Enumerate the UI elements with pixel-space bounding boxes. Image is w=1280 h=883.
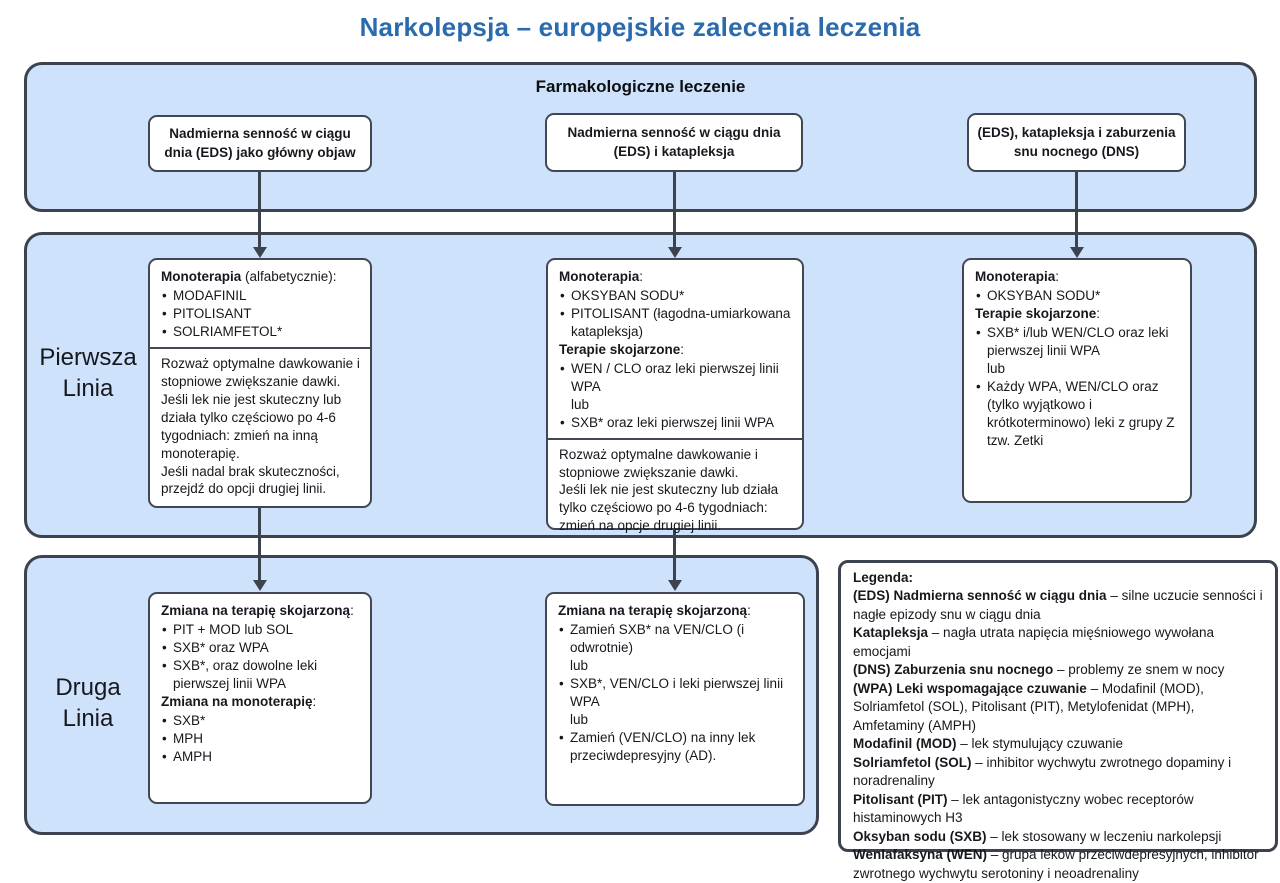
monotherapy-list <box>559 287 793 341</box>
symptom-box-eds-main <box>148 115 372 172</box>
note-line: Jeśli nadal brak skuteczności, przejdź do opcji drugiej linii. <box>161 463 340 497</box>
list-item: • SXB*, oraz dowolne leki pierwszej linii WPA <box>161 657 361 693</box>
first-line-box-eds <box>148 258 372 508</box>
list-item: • SXB* i/lub WEN/CLO oraz leki pierwszej linii WPA lub <box>975 324 1181 378</box>
monotherapy-section <box>150 260 370 349</box>
first-line-label: Pierwsza Linia <box>39 344 137 402</box>
combination-heading: Terapie skojarzone: <box>975 305 1101 321</box>
list-item: • PITOLISANT <box>161 305 361 323</box>
combination-list <box>161 621 361 693</box>
therapy-options-section <box>964 260 1190 456</box>
list-item: • OKSYBAN SODU* <box>975 287 1181 305</box>
legend-entry-pit: Pitolisant (PIT) – lek antagonistyczny wobec receptorów histaminowych H3 <box>853 791 1194 826</box>
list-item: • MPH <box>161 730 361 748</box>
note-line: Jeśli lek nie jest skuteczny lub działa tylko częściowo po 4-6 tygodniach: zmień na inną monoterapię. <box>161 391 342 461</box>
list-item: • MODAFINIL <box>161 287 361 305</box>
combination-heading: Terapie skojarzone: <box>559 341 685 357</box>
arrow-eds-to-firstline <box>258 172 261 248</box>
legend-entry-mod: Modafinil (MOD) – lek stymulujący czuwanie <box>853 736 1124 752</box>
monotherapy-heading: Monoterapia: <box>559 269 644 284</box>
arrow-eds-dns-to-firstline <box>1075 172 1078 248</box>
symptom-box-eds-cataplexy-text: Nadmierna senność w ciągu dnia (EDS) i katapleksja <box>567 124 781 159</box>
or-connector: lub <box>570 711 589 727</box>
switch-options-section <box>150 594 370 772</box>
list-item: • SXB*, VEN/CLO i leki pierwszej linii WPA lub <box>558 675 794 729</box>
first-line-box-eds-cataplexy <box>546 258 804 534</box>
combination-list <box>558 621 794 765</box>
legend-entry-sol: Solriamfetol (SOL) – inhibitor wychwytu zwrotnego dopaminy i noradrenaliny <box>853 754 1232 789</box>
monotherapy-list <box>161 287 361 341</box>
legend-heading: Legenda: <box>853 570 914 585</box>
second-line-box-eds <box>148 592 372 804</box>
or-connector: lub <box>570 657 589 673</box>
legend-entry-wen: Wenlafaksyna (WEN) – grupa leków przeciwdepresyjnych, inhibitor zwrotnego wychwytu serotoniny i neoadrenaliny <box>853 847 1259 881</box>
dosing-note <box>150 349 370 507</box>
symptom-box-eds-dns-text: (EDS), katapleksja i zaburzenia snu nocnego (DNS) <box>977 124 1176 159</box>
list-item: • Zamień (VEN/CLO) na inny lek przeciwdepresyjny (AD). <box>558 729 794 765</box>
therapy-options-section <box>548 260 802 440</box>
legend-entry-wpa: (WPA) Leki wspomagające czuwanie – Modafinil (MOD), Solriamfetol (SOL), Pitolisant (PIT), Metylofenidat (MPH), Amfetaminy (AMPH) <box>853 680 1204 733</box>
page-title: Narkolepsja – europejskie zalecenia leczenia <box>359 12 921 42</box>
list-item: • AMPH <box>161 748 361 766</box>
legend-entry-cataplexy: Katapleksja – nagła utrata napięcia mięśniowego wywołana emocjami <box>853 625 1214 659</box>
note-line: Rozważ optymalne dawkowanie i stopniowe zwiększanie dawki. <box>559 446 758 480</box>
or-connector: lub <box>571 396 590 412</box>
list-item: • OKSYBAN SODU* <box>559 287 793 305</box>
list-item: • SXB* oraz leki pierwszej linii WPA <box>559 414 793 432</box>
arrow-eds-cataplexy-to-firstline <box>673 172 676 248</box>
list-item: • Każdy WPA, WEN/CLO oraz (tylko wyjątkowo i krótkoterminowo) leki z grupy Z tzw. Zetki <box>975 378 1181 450</box>
combination-switch-heading: Zmiana na terapię skojarzoną: <box>161 603 354 618</box>
monotherapy-list <box>161 712 361 766</box>
monotherapy-heading: Monoterapia (alfabetycznie): <box>161 269 337 284</box>
first-line-box-eds-dns <box>962 258 1192 503</box>
combination-switch-heading: Zmiana na terapię skojarzoną: <box>558 603 751 618</box>
list-item: • PITOLISANT (łagodna-umiarkowana katapleksja) <box>559 305 793 341</box>
second-line-label: Druga Linia <box>55 674 121 732</box>
list-item: • SOLRIAMFETOL* <box>161 323 361 341</box>
list-item: • SXB* <box>161 712 361 730</box>
list-item: • WEN / CLO oraz leki pierwszej linii WPA lub <box>559 360 793 414</box>
symptom-box-eds-cataplexy <box>545 113 803 172</box>
dosing-note <box>548 440 802 544</box>
list-item: • PIT + MOD lub SOL <box>161 621 361 639</box>
list-item: • SXB* oraz WPA <box>161 639 361 657</box>
combination-list <box>559 360 793 432</box>
monotherapy-list <box>975 287 1181 305</box>
note-line: Rozważ optymalne dawkowanie i stopniowe zwiększanie dawki. <box>161 355 360 389</box>
switch-options-section <box>547 594 803 771</box>
symptom-box-eds-dns <box>967 113 1186 172</box>
symptom-box-eds-main-text: Nadmierna senność w ciągu dnia (EDS) jako główny objaw <box>164 125 356 160</box>
list-item: • Zamień SXB* na VEN/CLO (i odwrotnie) lub <box>558 621 794 675</box>
or-connector: lub <box>987 360 1006 376</box>
monotherapy-heading: Monoterapia: <box>975 269 1060 284</box>
legend-entry-sxb: Oksyban sodu (SXB) – lek stosowany w leczeniu narkolepsji <box>853 828 1222 844</box>
combination-list <box>975 324 1181 450</box>
legend-entry-dns: (DNS) Zaburzenia snu nocnego – problemy ze snem w nocy <box>853 662 1225 678</box>
legend-entry-eds: (EDS) Nadmierna senność w ciągu dnia – silne uczucie senności i nagłe epizody snu w ciągu dnia <box>853 588 1263 622</box>
legend-box <box>838 560 1278 881</box>
note-line: Jeśli lek nie jest skuteczny lub działa tylko częściowo po 4-6 tygodniach: zmień na opcje drugiej linii. <box>559 482 779 534</box>
arrow-firstline1-to-secondline <box>258 508 261 581</box>
monotherapy-switch-heading: Zmiana na monoterapię: <box>161 693 317 709</box>
pharm-section-heading: Farmakologiczne leczenie <box>535 77 746 96</box>
second-line-box-eds-cataplexy <box>545 592 805 806</box>
